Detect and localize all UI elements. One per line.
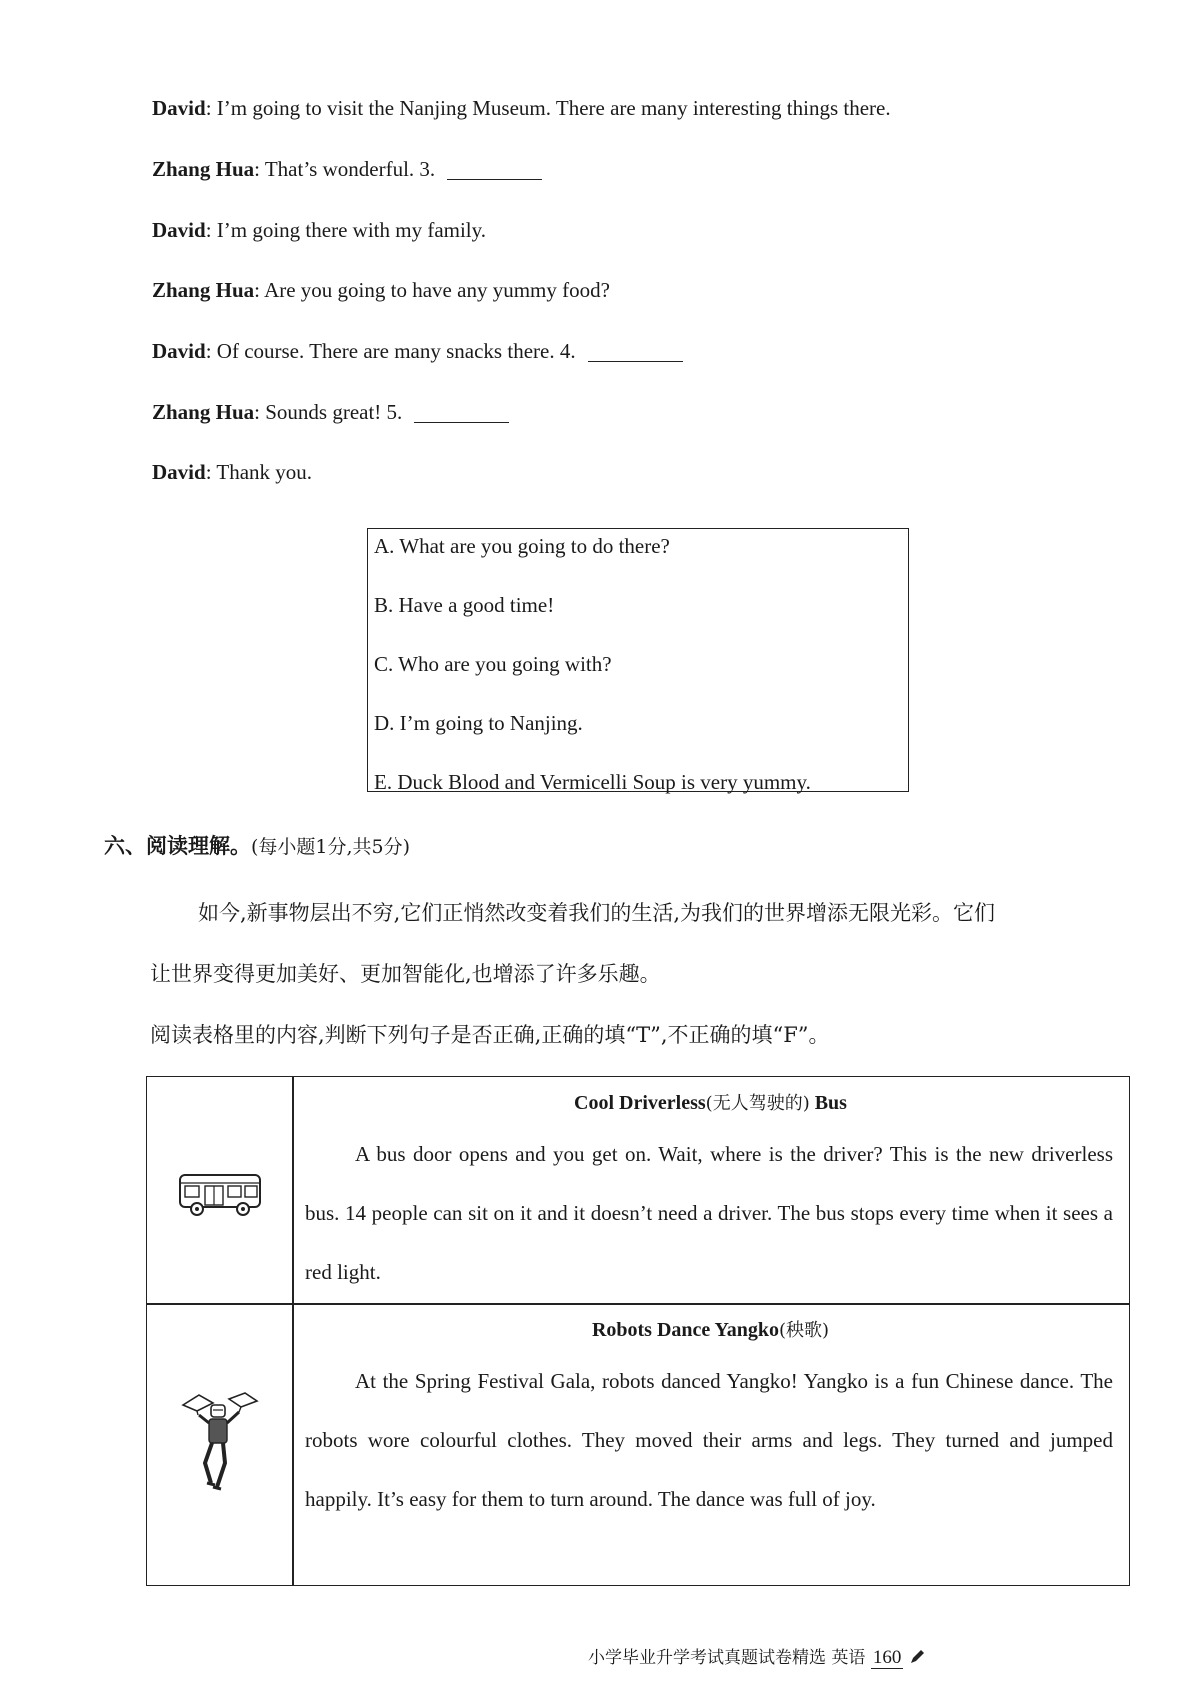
option-e: E. Duck Blood and Vermicelli Soup is very yummy. <box>374 770 811 794</box>
dialogue-text: I’m going there with my family. <box>216 218 487 242</box>
dialogue-text: Thank you. <box>216 460 313 484</box>
dancing-robot-icon <box>179 1387 259 1502</box>
article-title-en-2: Bus <box>809 1092 847 1114</box>
option-b: B. Have a good time! <box>374 593 555 617</box>
dialogue-line <box>152 96 891 121</box>
footer-title: 小学毕业升学考试真题试卷精选 英语 <box>588 1648 866 1668</box>
instruction-line: 阅读表格里的内容,判断下列句子是否正确,正确的填“T”,不正确的填“F”。 <box>150 1023 830 1047</box>
dialogue-text: Are you going to have any yummy food? <box>264 278 610 302</box>
speaker-separator: : <box>205 339 217 363</box>
reading-table <box>146 1076 1130 1586</box>
speaker-name: David <box>152 218 206 242</box>
dialogue-text: Of course. There are many snacks there. 4. <box>216 339 576 363</box>
speaker-separator: : <box>254 157 265 181</box>
table-row-divider <box>147 1303 1129 1305</box>
speaker-name: Zhang Hua <box>152 157 255 181</box>
article-body <box>305 1352 1113 1529</box>
dialogue-line <box>152 339 683 364</box>
page-footer <box>588 1643 925 1669</box>
speaker-separator: : <box>205 460 217 484</box>
article-title-zh: (无人驾驶的) <box>705 1093 810 1114</box>
option-c: C. Who are you going with? <box>374 652 612 676</box>
dialogue-line <box>152 400 509 425</box>
speaker-separator: : <box>205 96 217 120</box>
pen-icon <box>909 1648 925 1668</box>
speaker-name: David <box>152 96 206 120</box>
options-box <box>367 528 909 792</box>
article-paragraph: A bus door opens and you get on. Wait, where is the driver? This is the new driverless bus. 14 people can sit on it and it doesn’t need a driver. The bus stops every time when it sees a red light. <box>305 1142 1113 1284</box>
dialogue-text: Sounds great! 5. <box>265 400 403 424</box>
intro-line-1: 如今,新事物层出不穷,它们正悄然改变着我们的生活,为我们的世界增添无限光彩。它们 <box>198 901 996 925</box>
dialogue-line <box>152 157 542 182</box>
speaker-name: David <box>152 339 206 363</box>
option-a: A. What are you going to do there? <box>374 534 670 558</box>
dialogue-line <box>152 460 312 485</box>
article-title-en: Cool Driverless <box>574 1092 706 1114</box>
dialogue-text: I’m going to visit the Nanjing Museum. There are many interesting things there. <box>216 96 891 120</box>
speaker-separator: : <box>205 218 217 242</box>
article-body <box>305 1125 1113 1302</box>
answer-blank[interactable] <box>414 422 509 423</box>
article-title <box>292 1089 1129 1115</box>
speaker-name: David <box>152 460 206 484</box>
answer-blank[interactable] <box>588 361 683 362</box>
speaker-separator: : <box>254 278 265 302</box>
dialogue-line <box>152 218 486 243</box>
article-title-zh: (秧歌) <box>779 1320 830 1341</box>
speaker-name: Zhang Hua <box>152 278 255 302</box>
section-title: 六、阅读理解。 <box>104 834 251 858</box>
speaker-name: Zhang Hua <box>152 400 255 424</box>
article-paragraph: At the Spring Festival Gala, robots danced Yangko! Yangko is a fun Chinese dance. The robots wore colourful clothes. They moved their arms and legs. They turned and jumped happily. It’s easy for them to turn around. The dance was full of joy. <box>305 1369 1113 1511</box>
article-title <box>292 1316 1129 1342</box>
dialogue-text: That’s wonderful. 3. <box>264 157 436 181</box>
bus-icon <box>177 1169 265 1224</box>
option-d: D. I’m going to Nanjing. <box>374 711 583 735</box>
answer-blank[interactable] <box>447 179 542 180</box>
section-score-note: (每小题1分,共5分) <box>251 836 411 858</box>
intro-line-2: 让世界变得更加美好、更加智能化,也增添了许多乐趣。 <box>150 962 661 986</box>
dialogue-line <box>152 278 610 303</box>
section-heading <box>104 830 410 860</box>
article-title-en: Robots Dance Yangko <box>591 1319 779 1341</box>
speaker-separator: : <box>254 400 266 424</box>
page-number: 160 <box>872 1647 902 1668</box>
